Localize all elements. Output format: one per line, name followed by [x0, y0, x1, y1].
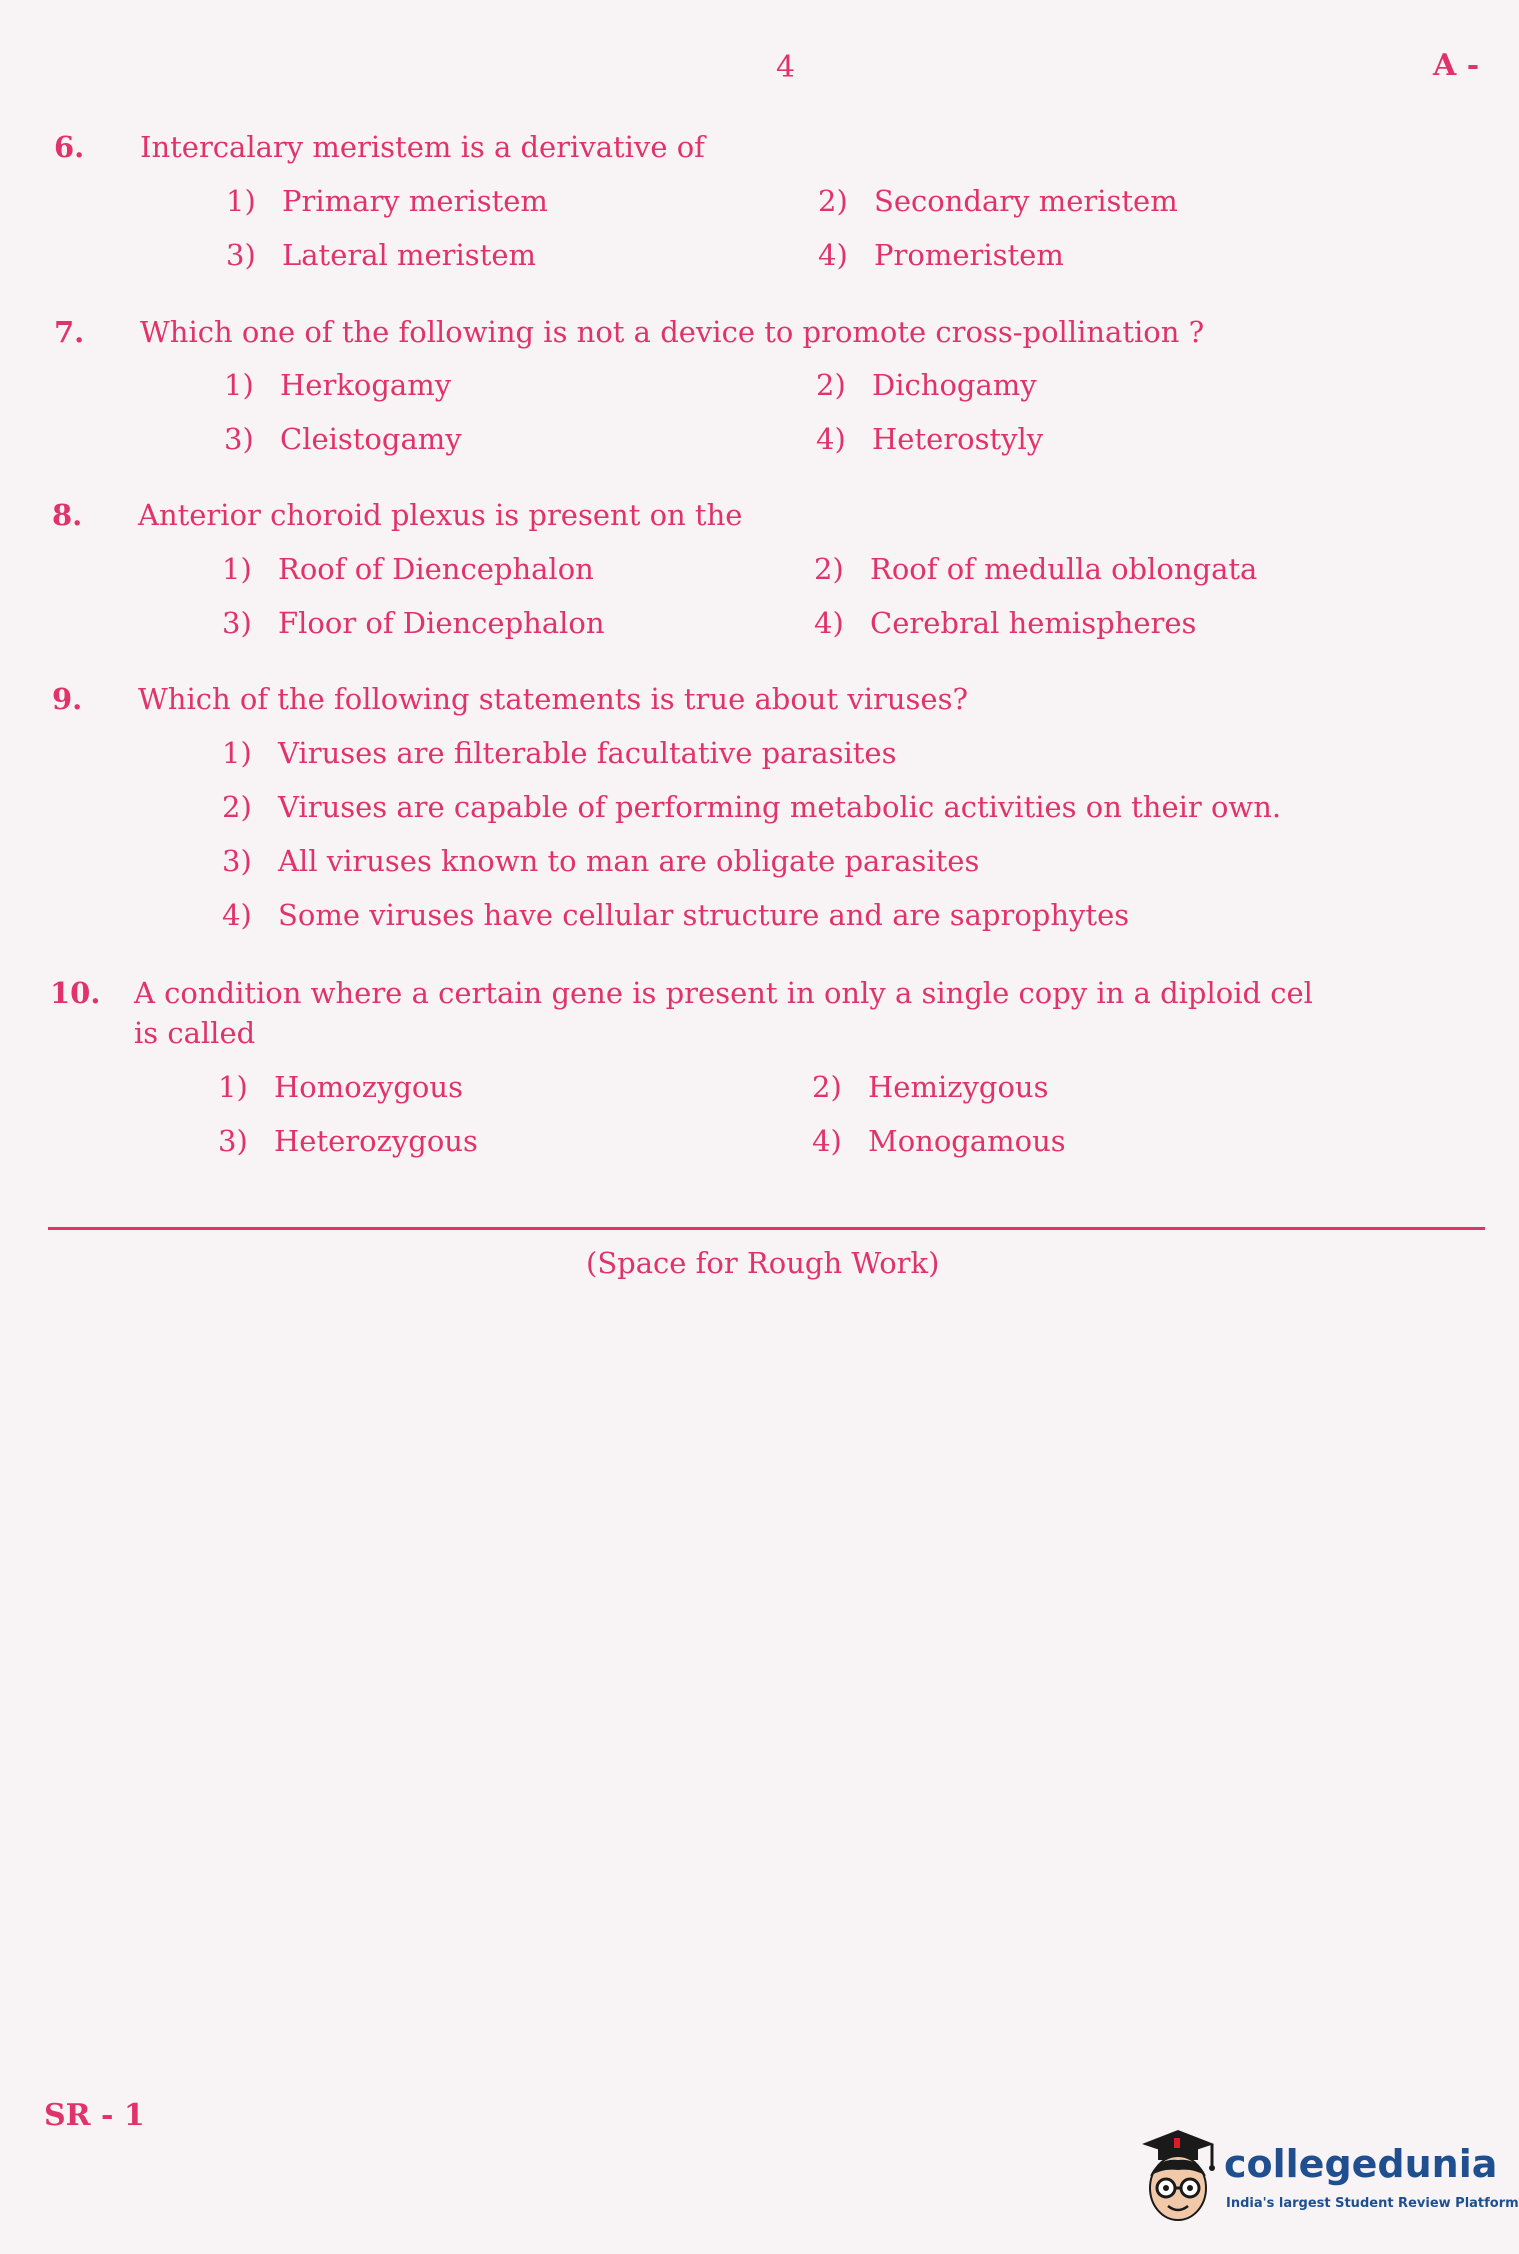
option-text: Primary meristem: [282, 184, 548, 218]
rough-work-label: (Space for Rough Work): [586, 1246, 940, 1280]
option-text: Herkogamy: [280, 368, 452, 402]
option-number: 1): [222, 736, 252, 770]
option-text: Hemizygous: [868, 1070, 1049, 1104]
option-text: Viruses are capable of performing metabolic activities on their own.: [278, 790, 1282, 824]
option-3: [226, 238, 536, 272]
option-number: 1): [226, 184, 256, 218]
question-number: 7.: [54, 315, 85, 349]
option-number: 3): [222, 844, 252, 878]
option-1: [224, 368, 451, 402]
question-text-line-2: is called: [134, 1016, 256, 1050]
option-text: Dichogamy: [872, 368, 1037, 402]
brand-name: collegedunia: [1224, 2142, 1498, 2186]
option-3: [218, 1124, 478, 1158]
option-text: Cleistogamy: [280, 422, 462, 456]
option-text: Monogamous: [868, 1124, 1066, 1158]
option-number: 3): [224, 422, 254, 456]
question-text: Anterior choroid plexus is present on the: [138, 498, 743, 532]
option-number: 3): [218, 1124, 248, 1158]
option-4: [818, 238, 1064, 272]
option-2: [812, 1070, 1048, 1104]
option-3: [222, 844, 979, 878]
option-text: All viruses known to man are obligate parasites: [278, 844, 980, 878]
option-1: [222, 736, 896, 770]
page-number: 4: [776, 50, 796, 85]
mascot-icon: [1128, 2120, 1224, 2230]
option-text: Floor of Diencephalon: [278, 606, 605, 640]
option-number: 2): [812, 1070, 842, 1104]
option-1: [218, 1070, 463, 1104]
option-2: [816, 368, 1037, 402]
option-number: 4): [222, 898, 252, 932]
option-text: Roof of medulla oblongata: [870, 552, 1258, 586]
option-text: Cerebral hemispheres: [870, 606, 1197, 640]
option-text: Viruses are filterable facultative parasites: [278, 736, 897, 770]
option-text: Some viruses have cellular structure and are saprophytes: [278, 898, 1130, 932]
option-4: [812, 1124, 1066, 1158]
option-4: [222, 898, 1129, 932]
option-text: Secondary meristem: [874, 184, 1178, 218]
option-text: Heterozygous: [274, 1124, 478, 1158]
question-number: 9.: [52, 682, 83, 716]
option-2: [814, 552, 1257, 586]
option-number: 1): [222, 552, 252, 586]
option-number: 2): [816, 368, 846, 402]
option-number: 1): [224, 368, 254, 402]
question-text-line-1: A condition where a certain gene is present in only a single copy in a diploid cel: [134, 976, 1313, 1010]
option-number: 3): [226, 238, 256, 272]
option-2: [222, 790, 1281, 824]
question-text: Intercalary meristem is a derivative of: [140, 130, 705, 164]
question-text: Which of the following statements is true about viruses?: [138, 682, 968, 716]
question-number: 6.: [54, 130, 85, 164]
option-number: 2): [222, 790, 252, 824]
footer-code: SR - 1: [44, 2098, 145, 2133]
option-3: [224, 422, 462, 456]
brand-logo[interactable]: [1128, 2120, 1519, 2230]
question-number: 8.: [52, 498, 83, 532]
option-3: [222, 606, 605, 640]
option-number: 4): [816, 422, 846, 456]
option-text: Promeristem: [874, 238, 1064, 272]
option-number: 4): [814, 606, 844, 640]
option-text: Homozygous: [274, 1070, 463, 1104]
option-1: [226, 184, 548, 218]
option-number: 2): [814, 552, 844, 586]
question-number: 10.: [50, 976, 101, 1010]
option-number: 3): [222, 606, 252, 640]
option-number: 1): [218, 1070, 248, 1104]
option-text: Lateral meristem: [282, 238, 537, 272]
option-number: 4): [812, 1124, 842, 1158]
option-text: Roof of Diencephalon: [278, 552, 594, 586]
option-number: 4): [818, 238, 848, 272]
option-4: [816, 422, 1043, 456]
rough-work-divider: [48, 1227, 1485, 1230]
option-4: [814, 606, 1196, 640]
option-text: Heterostyly: [872, 422, 1044, 456]
option-number: 2): [818, 184, 848, 218]
option-1: [222, 552, 594, 586]
option-2: [818, 184, 1178, 218]
booklet-code: A -: [1433, 48, 1480, 83]
question-text: Which one of the following is not a device to promote cross-pollination ?: [140, 315, 1205, 349]
brand-tagline: India's largest Student Review Platform: [1226, 2196, 1519, 2211]
